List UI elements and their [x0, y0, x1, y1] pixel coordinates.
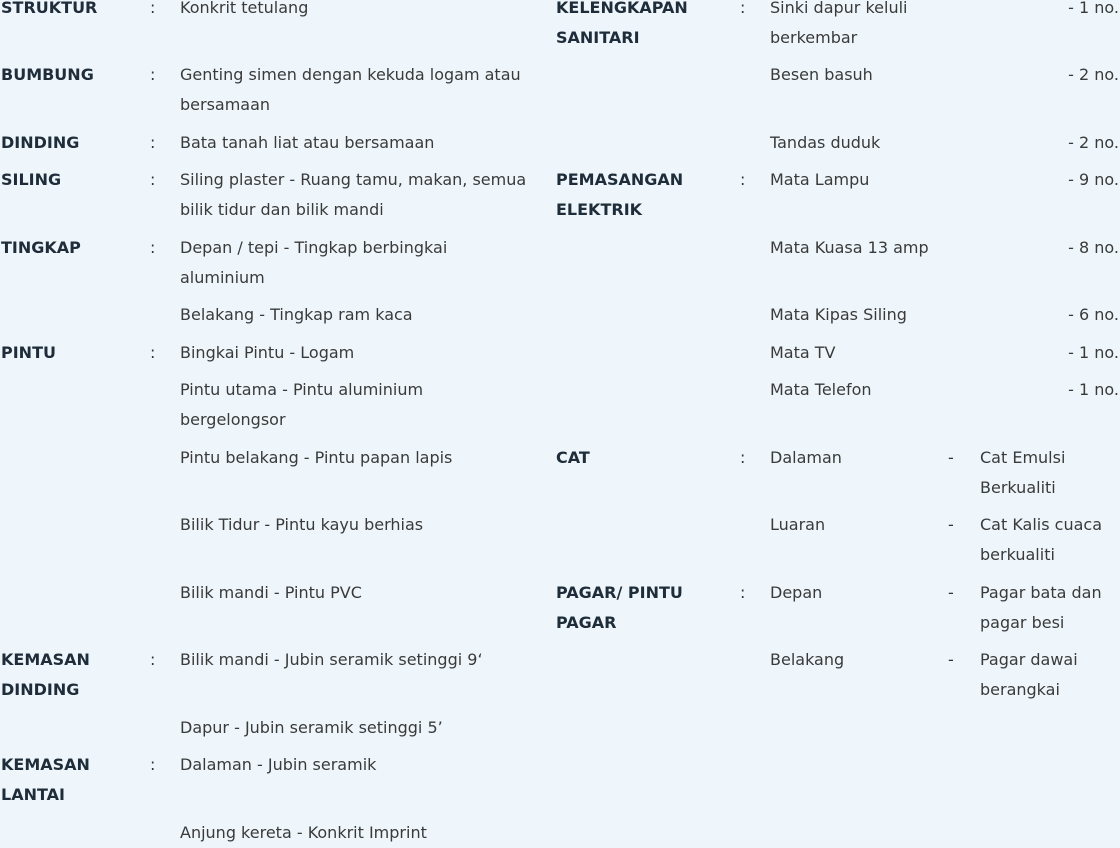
cat-item-dash: -	[948, 448, 954, 467]
pintu-value3: Pintu belakang - Pintu papan lapis	[180, 448, 453, 467]
siling-value-line1: Siling plaster - Ruang tamu, makan, semua	[180, 170, 527, 189]
pintu-label: PINTU	[1, 343, 56, 362]
pagar-colon: :	[740, 583, 746, 602]
sanitari-item-line1: Besen basuh	[770, 65, 873, 84]
cat-item-key: Luaran	[770, 515, 826, 534]
sanitari-item-qty: - 1 no.	[1068, 0, 1119, 17]
kemasan-dinding-value1: Bilik mandi - Jubin seramik setinggi 9‘	[180, 650, 483, 669]
elektrik-item-line1: Mata Telefon	[770, 380, 872, 399]
elektrik-item-line1: Mata Kuasa 13 amp	[770, 238, 929, 257]
kemasan-dinding-label-line1: KEMASAN	[1, 650, 90, 669]
elektrik-item-line1: Mata Kipas Siling	[770, 305, 907, 324]
pagar-item-dash: -	[948, 650, 954, 669]
cat-item-line2: berkualiti	[980, 545, 1055, 564]
pagar-item-dash: -	[948, 583, 954, 602]
sanitari-item-qty: - 2 no.	[1068, 133, 1119, 152]
elektrik-colon: :	[740, 170, 746, 189]
siling-value-line2: bilik tidur dan bilik mandi	[180, 200, 384, 219]
tingkap-value1-line2: aluminium	[180, 268, 265, 287]
elektrik-label-line1: PEMASANGAN	[556, 170, 684, 189]
tingkap-colon: :	[150, 238, 156, 257]
elektrik-item-qty: - 9 no.	[1068, 170, 1119, 189]
elektrik-item-qty: - 1 no.	[1068, 343, 1119, 362]
cat-colon: :	[740, 448, 746, 467]
pintu-value2-line1: Pintu utama - Pintu aluminium	[180, 380, 424, 399]
kemasan-lantai-value1: Dalaman - Jubin seramik	[180, 755, 377, 774]
tingkap-label: TINGKAP	[1, 238, 81, 257]
cat-item-line1: Cat Kalis cuaca	[980, 515, 1103, 534]
elektrik-item-qty: - 1 no.	[1068, 380, 1119, 399]
tingkap-value1-line1: Depan / tepi - Tingkap berbingkai	[180, 238, 448, 257]
sanitari-item-line1: Sinki dapur keluli	[770, 0, 908, 17]
struktur-colon: :	[150, 0, 156, 17]
dinding-value: Bata tanah liat atau bersamaan	[180, 133, 435, 152]
pintu-value5: Bilik mandi - Pintu PVC	[180, 583, 362, 602]
sanitari-item-qty: - 2 no.	[1068, 65, 1119, 84]
elektrik-item-line1: Mata Lampu	[770, 170, 870, 189]
struktur-label: STRUKTUR	[1, 0, 98, 17]
pintu-value4: Bilik Tidur - Pintu kayu berhias	[180, 515, 424, 534]
kemasan-lantai-label-line1: KEMASAN	[1, 755, 90, 774]
cat-item-dash: -	[948, 515, 954, 534]
sanitari-item-line1: Tandas duduk	[770, 133, 881, 152]
bumbung-value-line2: bersamaan	[180, 95, 271, 114]
bumbung-colon: :	[150, 65, 156, 84]
pagar-item-line1: Pagar dawai	[980, 650, 1078, 669]
pagar-item-line2: pagar besi	[980, 613, 1065, 632]
kemasan-dinding-colon: :	[150, 650, 156, 669]
pintu-value1: Bingkai Pintu - Logam	[180, 343, 355, 362]
kemasan-lantai-label-line2: LANTAI	[1, 785, 65, 804]
cat-item-key: Dalaman	[770, 448, 842, 467]
pagar-label-line1: PAGAR/ PINTU	[556, 583, 683, 602]
elektrik-label-line2: ELEKTRIK	[556, 200, 643, 219]
pagar-item-line2: berangkai	[980, 680, 1060, 699]
tingkap-value2: Belakang - Tingkap ram kaca	[180, 305, 413, 324]
sanitari-label-line2: SANITARI	[556, 28, 640, 47]
pintu-colon: :	[150, 343, 156, 362]
kemasan-dinding-value2: Dapur - Jubin seramik setinggi 5’	[180, 718, 443, 737]
pagar-item-key: Belakang	[770, 650, 845, 669]
bumbung-label: BUMBUNG	[1, 65, 94, 84]
pagar-item-line1: Pagar bata dan	[980, 583, 1102, 602]
elektrik-item-line1: Mata TV	[770, 343, 836, 362]
struktur-value: Konkrit tetulang	[180, 0, 309, 17]
siling-colon: :	[150, 170, 156, 189]
elektrik-item-qty: - 8 no.	[1068, 238, 1119, 257]
sanitari-colon: :	[740, 0, 746, 17]
elektrik-item-qty: - 6 no.	[1068, 305, 1119, 324]
pintu-value2-line2: bergelongsor	[180, 410, 286, 429]
dinding-colon: :	[150, 133, 156, 152]
bumbung-value-line1: Genting simen dengan kekuda logam atau	[180, 65, 521, 84]
kemasan-lantai-value2: Anjung kereta - Konkrit Imprint	[180, 823, 427, 842]
sanitari-item-line2: berkembar	[770, 28, 858, 47]
cat-label: CAT	[556, 448, 590, 467]
pagar-label-line2: PAGAR	[556, 613, 617, 632]
cat-item-line1: Cat Emulsi	[980, 448, 1066, 467]
dinding-label: DINDING	[1, 133, 80, 152]
pagar-item-key: Depan	[770, 583, 823, 602]
cat-item-line2: Berkualiti	[980, 478, 1056, 497]
kemasan-lantai-colon: :	[150, 755, 156, 774]
sanitari-label-line1: KELENGKAPAN	[556, 0, 688, 17]
kemasan-dinding-label-line2: DINDING	[1, 680, 80, 699]
siling-label: SILING	[1, 170, 62, 189]
